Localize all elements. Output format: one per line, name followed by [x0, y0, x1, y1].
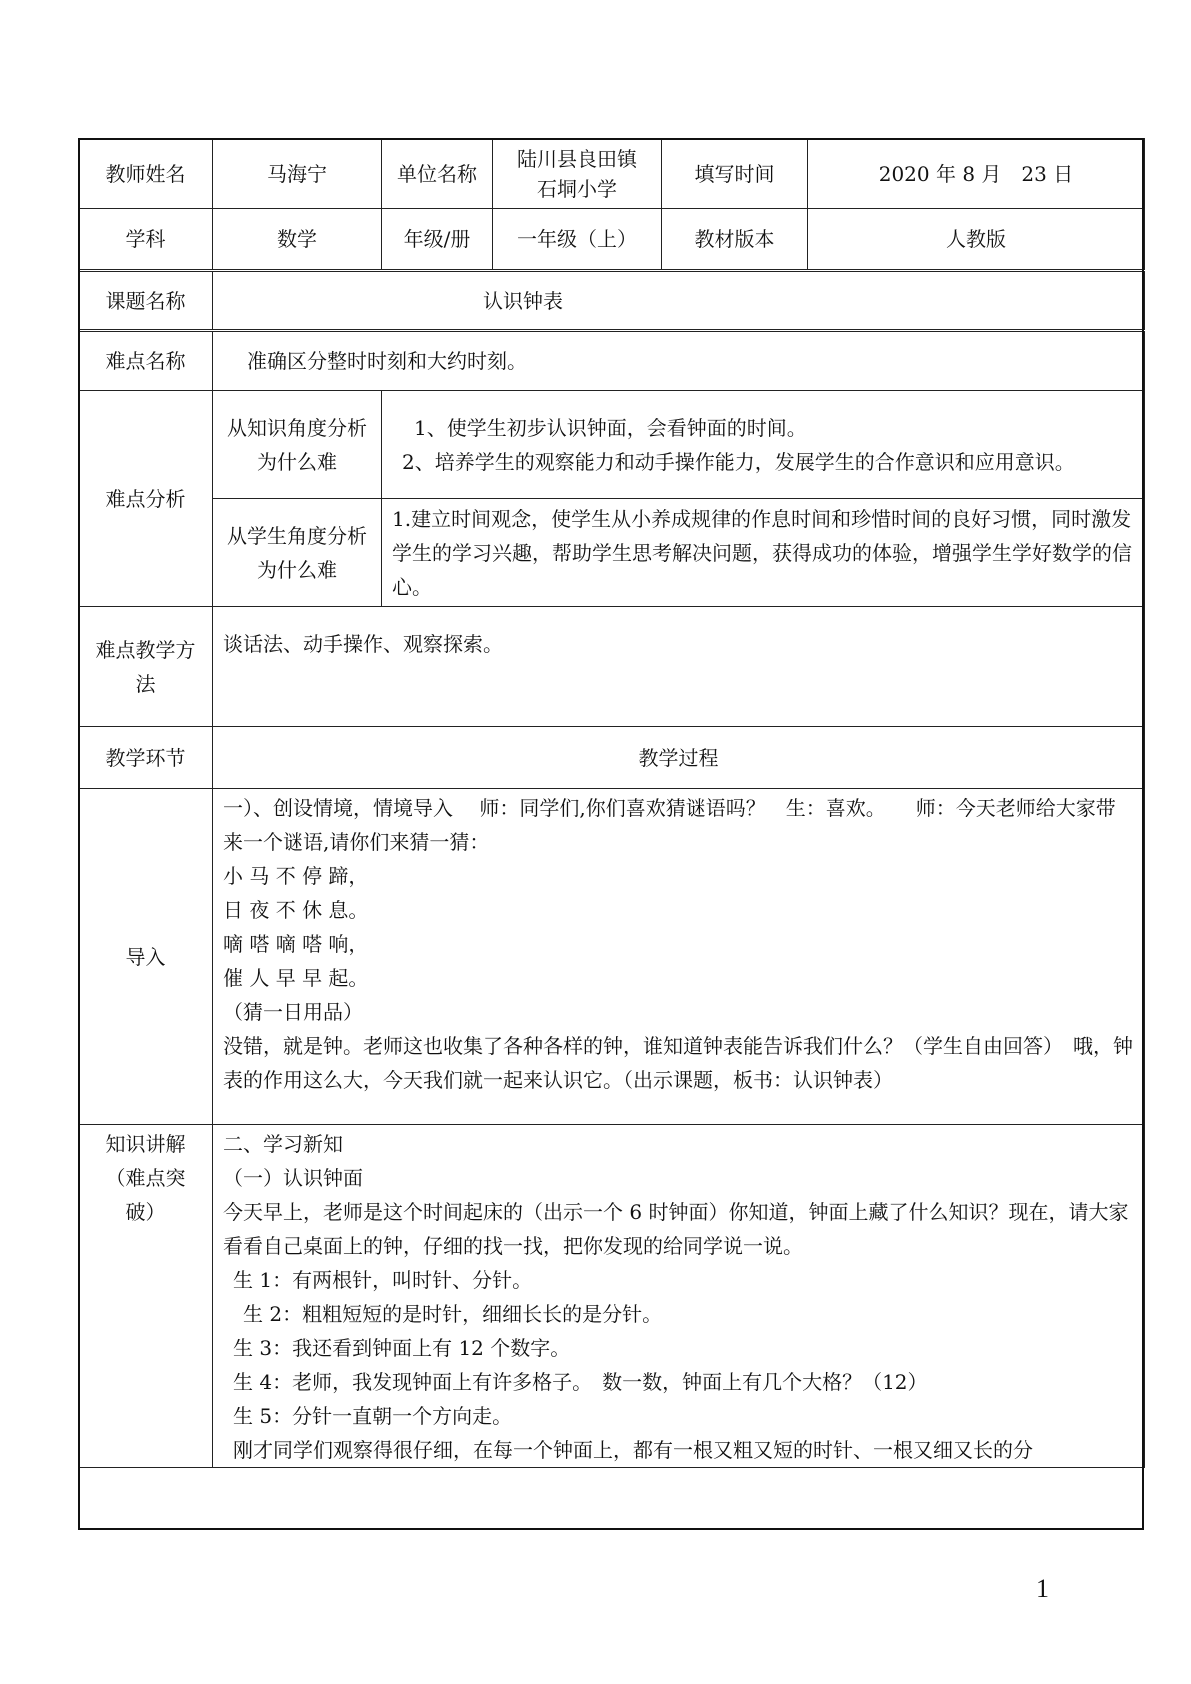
knowledge-angle-text — [382, 391, 1145, 499]
difficulty-value: 准确区分整时时刻和大约时刻。 — [213, 331, 1145, 391]
difficulty-label: 难点名称 — [79, 331, 213, 391]
teacher-label: 教师姓名 — [79, 139, 213, 209]
process-label: 教学过程 — [213, 727, 1145, 789]
lesson-plan-sheet — [78, 138, 1144, 1530]
knowledge-line: 刚才同学们观察得很仔细，在每一个钟面上，都有一根又粗又短的时针、一根又细又长的分 — [233, 1438, 1033, 1462]
intro-line: 日 夜 不 休 息。 — [223, 898, 369, 922]
intro-line: 没错，就是钟。老师这也收集了各种各样的钟，谁知道钟表能告诉我们什么？（学生自由回答） 哦，钟表的作用这么大，今天我们就一起来认识它。（出示课题，板书：认识钟表） — [223, 1034, 1133, 1092]
topic-row — [79, 271, 1145, 331]
knowledge-line: （一）认识钟面 — [223, 1166, 363, 1190]
unit-name-line-2: 石垌小学 — [537, 176, 617, 201]
knowledge-line: 生 4：老师，我发现钟面上有许多格子。 数一数，钟面上有几个大格？（12） — [233, 1370, 928, 1394]
topic-label: 课题名称 — [79, 271, 213, 331]
analysis-knowledge-row — [79, 391, 1145, 499]
method-label: 难点教学方法 — [79, 607, 213, 727]
lesson-plan-table — [78, 138, 1145, 1468]
topic-value: 认识钟表 — [213, 271, 1145, 331]
knowledge-label-line-3: 破） — [125, 1200, 166, 1224]
student-angle-label: 从学生角度分析为什么难 — [213, 499, 382, 607]
knowledge-row — [79, 1125, 1145, 1468]
intro-line: 催 人 早 早 起。 — [223, 966, 369, 990]
unit-name — [493, 139, 662, 209]
intro-line: 一）、创设情境，情境导入 师：同学们,你们喜欢猜谜语吗？ 生：喜欢。 师：今天老师给大家带来一个谜语,请你们来猜一猜： — [223, 796, 1116, 854]
knowledge-content — [213, 1125, 1145, 1468]
process-header-row — [79, 727, 1145, 789]
knowledge-angle-label: 从知识角度分析为什么难 — [213, 391, 382, 499]
header-row-1 — [79, 139, 1145, 209]
edition-value: 人教版 — [808, 209, 1145, 271]
knowledge-line-2: 2、培养学生的观察能力和动手操作能力，发展学生的合作意识和应用意识。 — [402, 449, 1075, 474]
unit-label: 单位名称 — [382, 139, 493, 209]
subject-value: 数学 — [213, 209, 382, 271]
student-angle-text: 1.建立时间观念，使学生从小养成规律的作息时间和珍惜时间的良好习惯，同时激发学生的学习兴趣，帮助学生思考解决问题，获得成功的体验，增强学生学好数学的信心。 — [382, 499, 1145, 607]
header-row-2 — [79, 209, 1145, 271]
grade-label: 年级/册 — [382, 209, 493, 271]
knowledge-label-line-2: （难点突 — [105, 1166, 186, 1190]
edition-label: 教材版本 — [662, 209, 808, 271]
knowledge-line: 生 1：有两根针，叫时针、分针。 — [233, 1268, 533, 1292]
knowledge-line: 今天早上，老师是这个时间起床的（出示一个 6 时钟面）你知道，钟面上藏了什么知识？现在，请大家看看自己桌面上的钟，仔细的找一找，把你发现的给同学说一说。 — [223, 1200, 1129, 1258]
method-row — [79, 607, 1145, 727]
knowledge-line: 生 3：我还看到钟面上有 12 个数字。 — [233, 1336, 571, 1360]
intro-content — [213, 789, 1145, 1125]
intro-line: （猜一日用品） — [223, 1000, 363, 1024]
intro-line: 小 马 不 停 蹄， — [223, 864, 369, 888]
date-label: 填写时间 — [662, 139, 808, 209]
teacher-name: 马海宁 — [213, 139, 382, 209]
unit-name-line-1: 陆川县良田镇 — [517, 146, 637, 171]
date-value: 2020 年 8 月 23 日 — [808, 139, 1145, 209]
intro-line: 嘀 嗒 嘀 嗒 响， — [223, 932, 369, 956]
knowledge-line: 生 2：粗粗短短的是时针，细细长长的是分针。 — [243, 1302, 663, 1326]
grade-value: 一年级（上） — [493, 209, 662, 271]
page-number: 1 — [1036, 1574, 1049, 1603]
intro-label: 导入 — [79, 789, 213, 1125]
knowledge-label — [79, 1125, 213, 1468]
analysis-label: 难点分析 — [79, 391, 213, 607]
analysis-student-row — [79, 499, 1145, 607]
knowledge-line: 生 5：分针一直朝一个方向走。 — [233, 1404, 513, 1428]
difficulty-row — [79, 331, 1145, 391]
process-stage-label: 教学环节 — [79, 727, 213, 789]
intro-row — [79, 789, 1145, 1125]
knowledge-line: 二、学习新知 — [223, 1132, 343, 1156]
method-value: 谈话法、动手操作、观察探索。 — [213, 607, 1145, 727]
knowledge-label-line-1: 知识讲解 — [105, 1132, 186, 1156]
subject-label: 学科 — [79, 209, 213, 271]
knowledge-line-1: 1、使学生初步认识钟面，会看钟面的时间。 — [414, 415, 807, 440]
